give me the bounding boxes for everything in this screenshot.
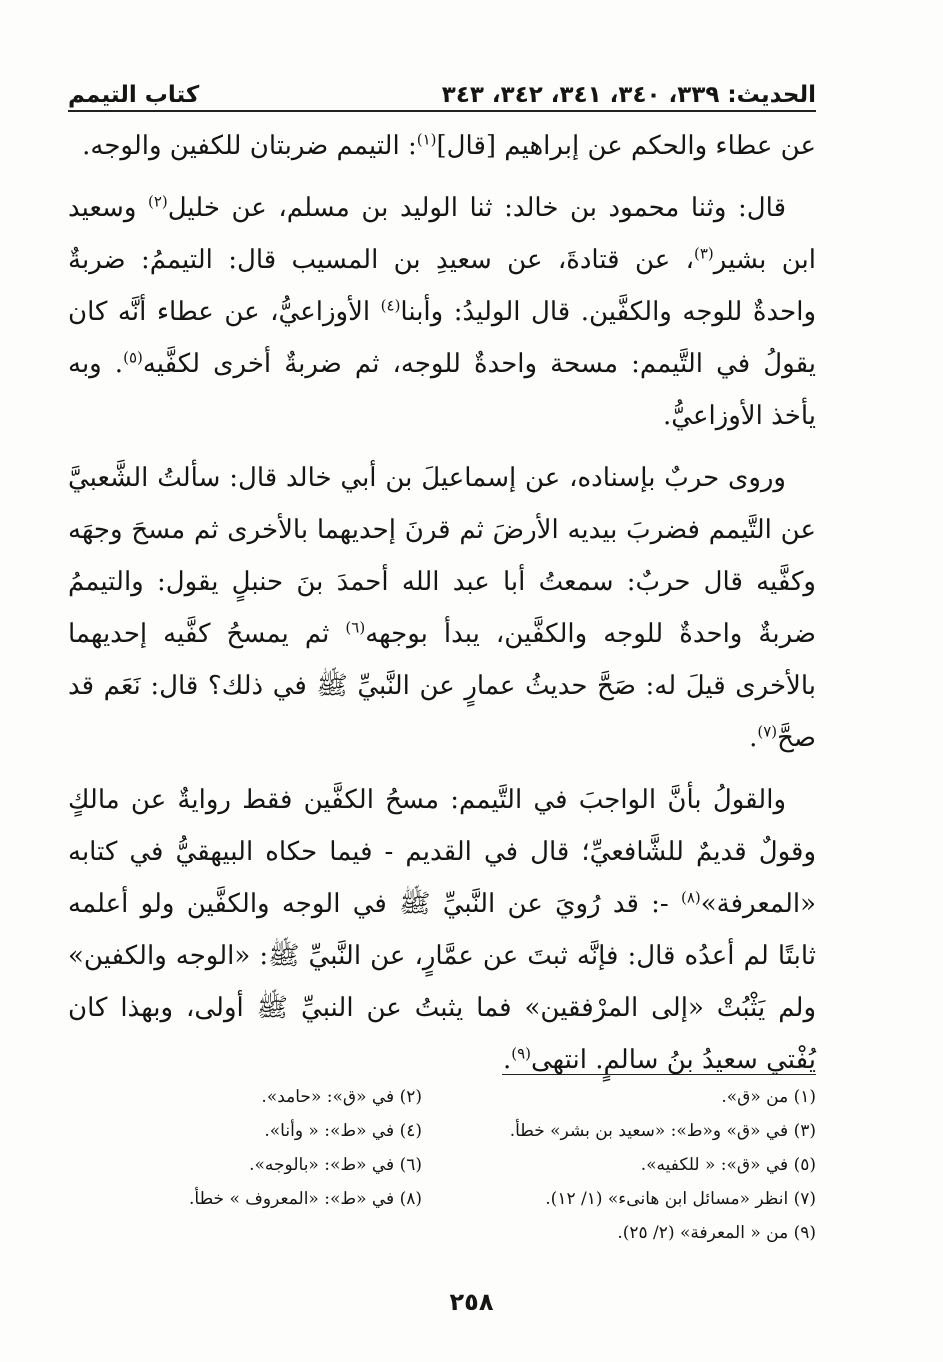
footnote-ref-7: (٧) — [757, 722, 778, 741]
footnote-4: (٤) في «ط»: « وأنا». — [264, 1121, 422, 1141]
footnote-ref-9: (٩) — [511, 1044, 532, 1063]
main-text — [68, 120, 816, 1086]
footnote-ref-2: (٢) — [147, 192, 168, 211]
paragraph-3: وروى حربٌ بإسناده، عن إسماعيلَ بن أبي خالد قال: سألتُ الشَّعبيَّ عن التَّيمم فضربَ بيديه الأرضَ ثم قرنَ إحديهما بالأخرى ثم مسحَ وجهَه وكفَّيه قال حربٌ: سمعتُ أبا عبد الله أحمدَ بنَ حنبلٍ يقول: والتيممُ ضربةٌ واحدةٌ للوجه والكفَّين، يبدأ بوجهه$^{(٦)}$ ثم يمسحُ كفَّيه إحديهما بالأخرى قيلَ له: صَحَّ حديثُ عمارٍ عن النَّبيِّ ﷺ في ذلك؟ قال: نَعَم قد صحَّ$^{(٧)}$. — [68, 463, 817, 753]
footnote-6: (٦) في «ط»: «بالوجه». — [249, 1155, 422, 1175]
header-rule — [68, 110, 816, 112]
footnotes — [68, 1082, 816, 1248]
book-title: كتاب التيمم — [68, 82, 200, 108]
footnote-ref-8: (٨) — [680, 888, 701, 907]
footnote-1: (١) من «ق». — [721, 1087, 816, 1107]
footnote-rule — [502, 1074, 816, 1075]
footnote-8: (٨) في «ط»: «المعروف » خطأ. — [189, 1189, 422, 1209]
footnote-7: (٧) انظر «مسائل ابن هانىء» (١/ ١٢). — [545, 1189, 816, 1209]
footnote-5: (٥) في «ق»: « للكفيه». — [640, 1155, 816, 1175]
paragraph-2: قال: وثنا محمود بن خالد: ثنا الوليد بن مسلم، عن خليل$^{(٢)}$ وسعيد ابن بشير$^{(٣)}$، عن قتادةَ، عن سعيدِ بن المسيب قال: التيممُ: ضربةٌ واحدةٌ للوجه والكفَّين. قال الوليدُ: وأبنا$^{(٤)}$ الأوزاعيُّ، عن عطاء أنَّه كان يقولُ في التَّيمم: مسحة واحدةٌ للوجه، ثم ضربةٌ أخرى لكفَّيه$^{(٥)}$. وبه يأخذ الأوزاعيُّ. — [68, 192, 816, 431]
footnote-ref-3: (٣) — [694, 244, 714, 263]
hadith-numbers: الحديث: ٣٣٩، ٣٤٠، ٣٤١، ٣٤٢، ٣٤٣ — [441, 82, 816, 108]
running-header — [68, 68, 816, 108]
footnote-ref-1: (١) — [416, 130, 437, 149]
paragraph-1: عن عطاء والحكم عن إبراهيم [قال]$^{(١)}$: التيمم ضربتان للكفين والوجه. — [82, 130, 816, 161]
page-number: ٢٥٨ — [449, 1288, 494, 1316]
footnote-ref-4: (٤) — [380, 296, 401, 315]
footnote-ref-6: (٦) — [345, 618, 366, 637]
footnote-ref-5: (٥) — [123, 348, 143, 367]
footnote-3: (٣) في «ق» و«ط»: «سعيد بن بشر» خطأ. — [509, 1121, 816, 1141]
footnote-9: (٩) من « المعرفة» (٢/ ٢٥). — [617, 1223, 816, 1243]
paragraph-4: والقولُ بأنَّ الواجبَ في التَّيمم: مسحُ الكفَّين فقط روايةٌ عن مالكٍ وقولٌ قديمٌ للشَّافعيِّ؛ قال في القديم - فيما حكاه البيهقيُّ في كتابه «المعرفة»$^{(٨)}$ -: قد رُويَ عن النَّبيِّ ﷺ في الوجه والكفَّين ولو أعلمه ثابتًا لم أعدُه قال: فإنَّه ثبتَ عن عمَّارٍ، عن النَّبيِّ ﷺ: «الوجه والكفين» ولم يَثْبُتْ «إلى المرْفقين» فما يثبتُ عن النبيِّ ﷺ أولى، وبهذا كان يُفْتي سعيدُ بنُ سالمٍ. انتهى$^{(٩)}$. — [68, 785, 816, 1075]
footnote-2: (٢) في «ق»: «حامد». — [261, 1087, 422, 1107]
